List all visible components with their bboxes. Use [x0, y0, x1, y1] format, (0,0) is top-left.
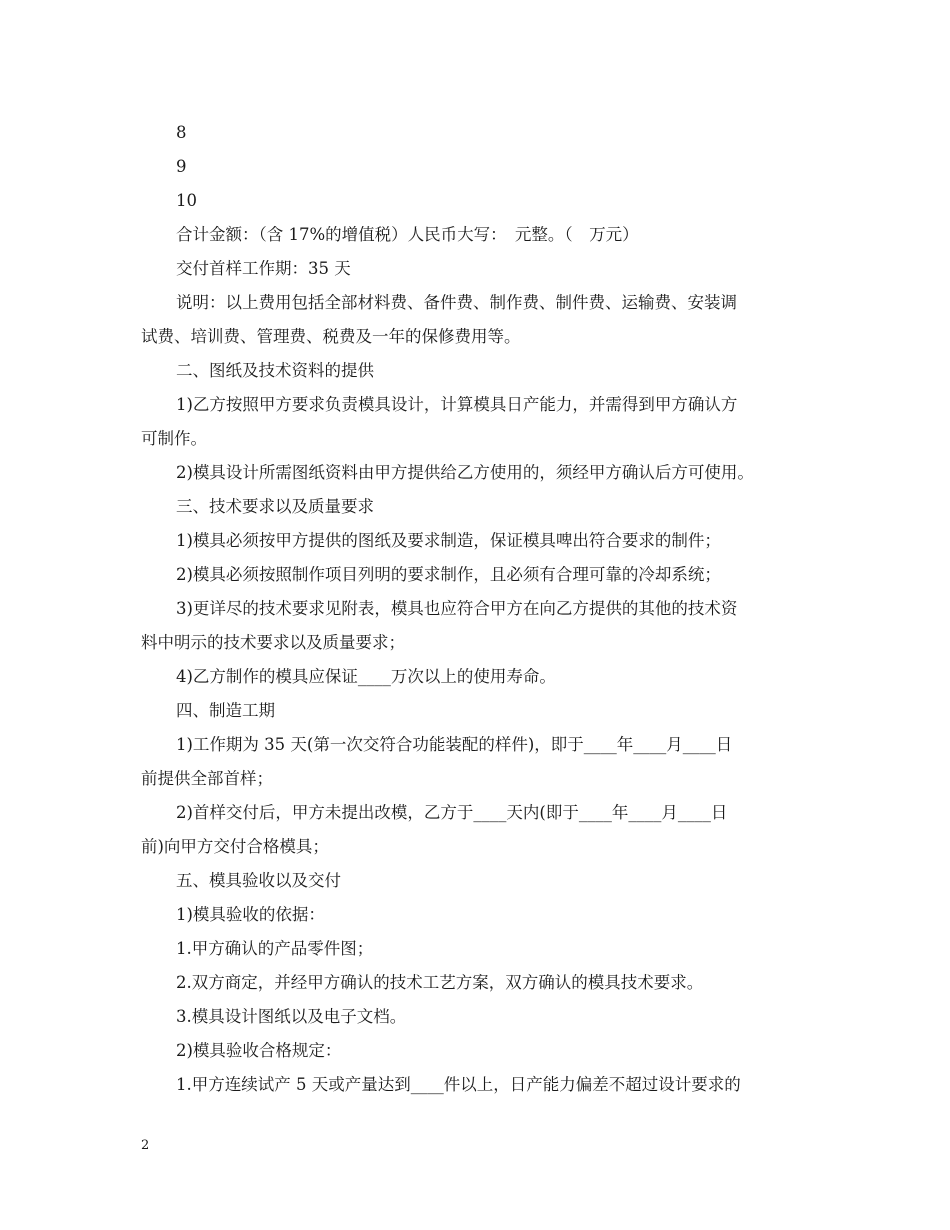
text-line: 3)更详尽的技术要求见附表，模具也应符合甲方在向乙方提供的其他的技术资 — [176, 599, 738, 618]
text-line: 10 — [176, 191, 197, 210]
text-line: 2)模具必须按照制作项目列明的要求制作，且必须有合理可靠的冷却系统； — [176, 565, 721, 584]
text-line: 2)模具设计所需图纸资料由甲方提供给乙方使用的，须经甲方确认后方可使用。 — [176, 463, 754, 482]
text-line: 1)模具验收的依据： — [176, 905, 325, 924]
text-line: 1.甲方连续试产 5 天或产量达到____件以上，日产能力偏差不超过设计要求的 — [176, 1075, 741, 1094]
text-line: 可制作。 — [141, 429, 207, 448]
text-line: 交付首样工作期：35 天 — [176, 259, 351, 278]
text-line: 2)首样交付后，甲方未提出改模，乙方于____天内(即于____年____月____日 — [176, 803, 728, 822]
document-body — [141, 116, 831, 1102]
text-line: 前)向甲方交付合格模具； — [141, 837, 329, 856]
text-line: 前提供全部首样； — [141, 769, 273, 788]
text-line: 1.甲方确认的产品零件图； — [176, 939, 374, 958]
text-line: 2)模具验收合格规定： — [176, 1041, 342, 1060]
text-line: 1)乙方按照甲方要求负责模具设计，计算模具日产能力，并需得到甲方确认方 — [176, 395, 738, 414]
text-line: 合计金额：（含 17%的增值税）人民币大写： 元整。（ 万元） — [176, 225, 639, 244]
section-heading: 四、制造工期 — [176, 701, 275, 720]
text-line: 4)乙方制作的模具应保证____万次以上的使用寿命。 — [176, 667, 556, 686]
page-number: 2 — [141, 1138, 150, 1153]
text-line: 1)模具必须按甲方提供的图纸及要求制造，保证模具啤出符合要求的制件； — [176, 531, 721, 550]
section-heading: 五、模具验收以及交付 — [176, 871, 341, 890]
text-line: 3.模具设计图纸以及电子文档。 — [176, 1007, 407, 1026]
section-heading: 二、图纸及技术资料的提供 — [176, 361, 374, 380]
text-line: 说明：以上费用包括全部材料费、备件费、制作费、制件费、运输费、安装调 — [176, 293, 737, 312]
text-line: 1)工作期为 35 天(第一次交符合功能装配的样件)，即于____年____月____日 — [176, 735, 733, 754]
text-line: 试费、培训费、管理费、税费及一年的保修费用等。 — [141, 327, 521, 346]
text-line: 2.双方商定，并经甲方确认的技术工艺方案，双方确认的模具技术要求。 — [176, 973, 704, 992]
text-line: 8 — [176, 123, 187, 142]
text-line: 9 — [176, 157, 187, 176]
text-line: 料中明示的技术要求以及质量要求； — [141, 633, 405, 652]
section-heading: 三、技术要求以及质量要求 — [176, 497, 374, 516]
